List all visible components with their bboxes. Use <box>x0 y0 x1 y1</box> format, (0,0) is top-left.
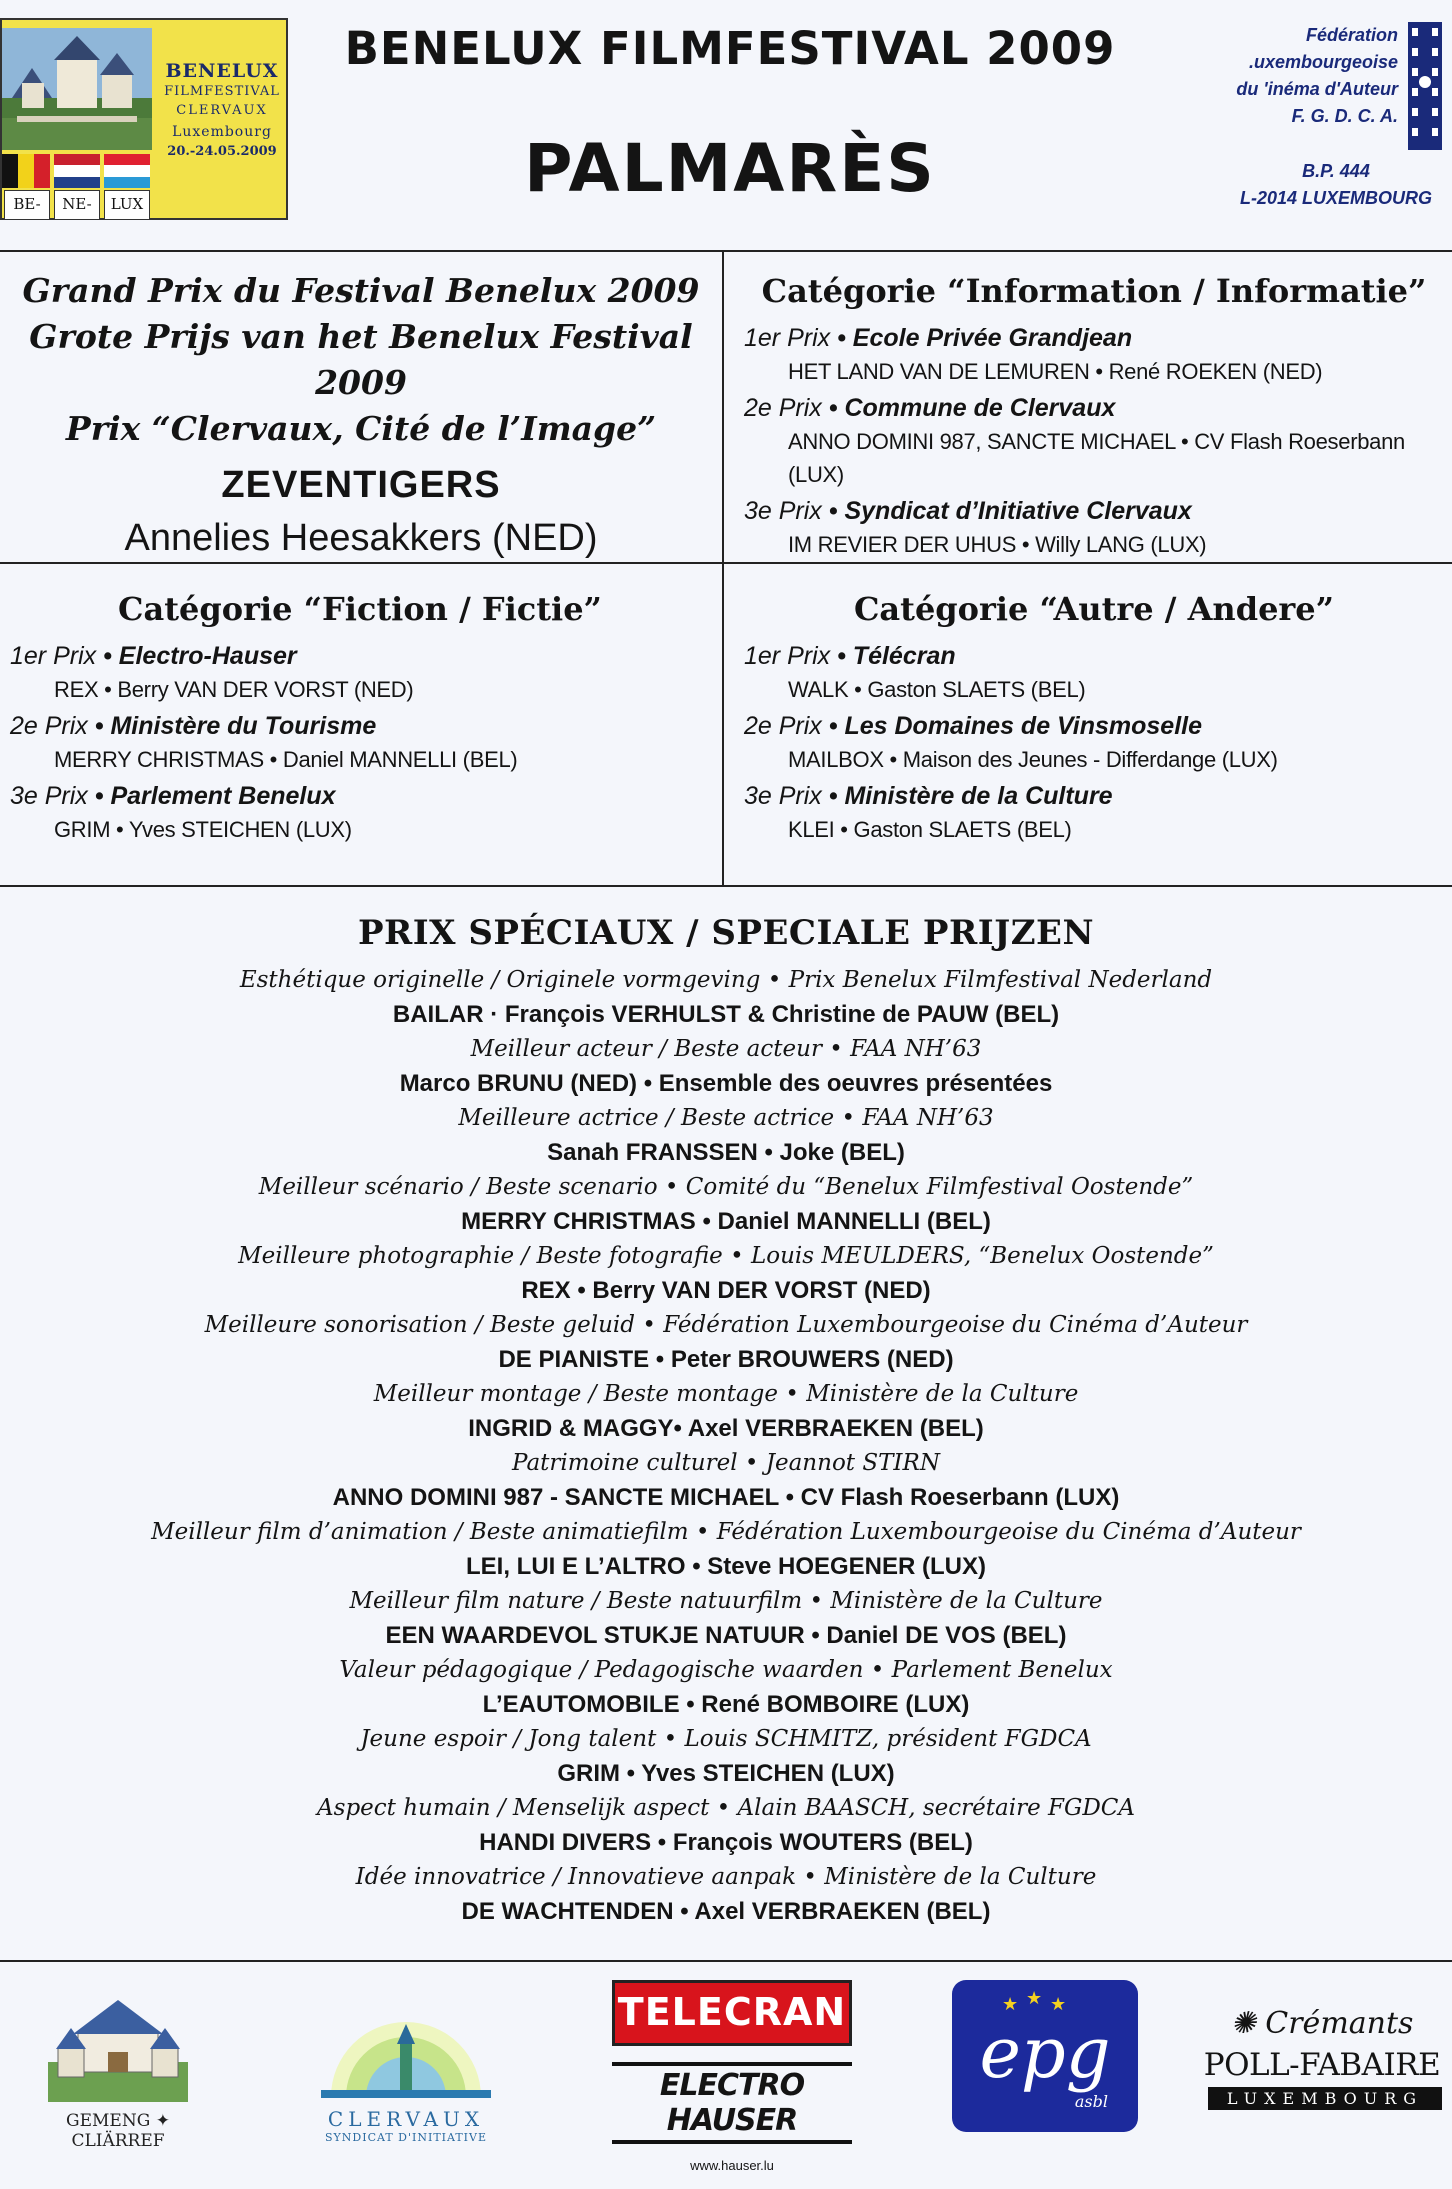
prize-rank: 1er Prix <box>744 324 831 352</box>
federation-address <box>1240 158 1432 212</box>
special-prize-item <box>0 1101 1452 1170</box>
gemeng-clierref-logo <box>18 1992 218 2152</box>
special-prize-category: Meilleur scénario / Beste scenario • Comité du “Benelux Filmfestival Oostende” <box>258 1174 1194 1200</box>
prize-rank: 3e Prix <box>10 782 88 810</box>
prize-winner: IM REVIER DER UHUS • Willy LANG (LUX) <box>788 532 1207 557</box>
flag-labels <box>2 190 152 220</box>
federation-line-4: F. G. D. C. A. <box>1291 106 1398 126</box>
poll-fabaire-label: POLL-FABAIRE <box>1203 2047 1441 2083</box>
special-prize-category: Meilleur montage / Beste montage • Ministère de la Culture <box>373 1381 1079 1407</box>
flag-label-ne: NE- <box>54 190 100 220</box>
special-prize-winner: MERRY CHRISTMAS • Daniel MANNELLI (BEL) <box>461 1208 991 1235</box>
prize-sponsor: • Parlement Benelux <box>94 782 336 810</box>
prize-line <box>744 710 1444 743</box>
prize-rank: 3e Prix <box>744 497 822 525</box>
prize-line <box>744 780 1444 813</box>
prize-rank: 1er Prix <box>10 642 97 670</box>
prize-line <box>744 392 1444 425</box>
special-prize-winner: DE WACHTENDEN • Axel VERBRAEKEN (BEL) <box>461 1898 991 1925</box>
special-prize-winner: HANDI DIVERS • François WOUTERS (BEL) <box>479 1829 973 1856</box>
special-prize-category: Meilleur acteur / Beste acteur • FAA NH’63 <box>470 1036 982 1062</box>
cremants-text: Crémants <box>1265 2006 1414 2041</box>
special-prize-category: Meilleur film d’animation / Beste animatiefilm • Fédération Luxembourgeoise du Cinéma d’Auteur <box>151 1519 1301 1545</box>
prize-line <box>10 640 710 673</box>
castle-illustration <box>2 28 152 150</box>
special-prize-item <box>0 1446 1452 1515</box>
page-subtitle: PALMARÈS <box>524 130 936 207</box>
prize-sponsor: • Les Domaines de Vinsmoselle <box>828 712 1203 740</box>
special-prize-item <box>0 963 1452 1032</box>
grand-prix-title-clervaux: Prix “Clervaux, Cité de l’Image” <box>65 409 657 448</box>
grand-prix-author: Annelies Heesakkers (NED) <box>124 517 598 559</box>
flag-label-be: BE- <box>4 190 50 220</box>
svg-text:★: ★ <box>1050 1994 1067 2015</box>
special-prize-item <box>0 1308 1452 1377</box>
prize-winner: KLEI • Gaston SLAETS (BEL) <box>788 817 1072 842</box>
special-prize-item <box>0 1722 1452 1791</box>
logo-line-clervaux: CLERVAUX <box>176 103 268 118</box>
svg-text:★: ★ <box>1002 1994 1019 2015</box>
prize-winner: WALK • Gaston SLAETS (BEL) <box>788 677 1086 702</box>
prize-line <box>744 640 1444 673</box>
clervaux-syndicat-logo <box>318 2002 494 2152</box>
grand-prix-film: ZEVENTIGERS <box>221 464 501 506</box>
special-prize-winner: L’EAUTOMOBILE • René BOMBOIRE (LUX) <box>482 1691 970 1718</box>
prize-sponsor: • Ministère de la Culture <box>828 782 1113 810</box>
federation-city: L-2014 LUXEMBOURG <box>1239 188 1432 208</box>
special-prize-winner: REX • Berry VAN DER VORST (NED) <box>521 1277 931 1304</box>
grand-prix-section <box>0 268 722 560</box>
header <box>0 0 1452 252</box>
grid-divider-vertical <box>722 250 724 885</box>
cremants-label <box>1202 2006 1442 2041</box>
telecran-electrohauser-logos <box>612 1980 852 2173</box>
special-prize-category: Esthétique originelle / Originele vormgeving • Prix Benelux Filmfestival Nederland <box>239 967 1213 993</box>
federation-po-box: B.P. 444 <box>1302 161 1370 181</box>
clervaux-label: CLERVAUX <box>327 2107 485 2131</box>
epg-wordmark: epg <box>979 2012 1111 2094</box>
prize-sponsor: • Commune de Clervaux <box>828 394 1116 422</box>
category-information <box>744 272 1444 565</box>
logo-line-benelux: BENELUX <box>165 60 279 82</box>
prize-winner: HET LAND VAN DE LEMUREN • René ROEKEN (NED) <box>788 359 1323 384</box>
film-strip-icon <box>1408 22 1442 150</box>
prize-winner: ANNO DOMINI 987, SANCTE MICHAEL • CV Flash Roeserbann (LUX) <box>788 429 1405 487</box>
special-prize-winner: INGRID & MAGGY• Axel VERBRAEKEN (BEL) <box>468 1415 984 1442</box>
special-prize-item <box>0 1584 1452 1653</box>
logo-line-filmfestival: FILMFESTIVAL <box>164 84 280 99</box>
gemeng-caption: GEMENG ✦ CLIÄRREF <box>66 2111 170 2151</box>
logo-text <box>158 60 286 159</box>
luxembourg-band: LUXEMBOURG <box>1208 2087 1442 2110</box>
flag-label-lux: LUX <box>104 190 150 220</box>
federation-line-3: du 'inéma d'Auteur <box>1236 79 1398 99</box>
clervaux-sunburst-icon <box>321 2002 491 2102</box>
special-prize-item <box>0 1239 1452 1308</box>
special-prize-category: Meilleure actrice / Beste actrice • FAA NH’63 <box>458 1105 994 1131</box>
federation-block <box>1180 22 1442 212</box>
prize-winner: GRIM • Yves STEICHEN (LUX) <box>54 817 352 842</box>
special-prize-winner: ANNO DOMINI 987 - SANCTE MICHAEL • CV Flash Roeserbann (LUX) <box>332 1484 1120 1511</box>
prize-winner: MAILBOX • Maison des Jeunes - Differdange (LUX) <box>788 747 1278 772</box>
special-prize-winner: BAILAR · François VERHULST & Christine de PAUW (BEL) <box>392 1001 1060 1028</box>
special-prize-category: Meilleure photographie / Beste fotografie • Louis MEULDERS, “Benelux Oostende” <box>238 1243 1214 1269</box>
special-prize-item <box>0 1653 1452 1722</box>
category-title: Catégorie “Fiction / Fictie” <box>118 590 602 628</box>
prize-winner: REX • Berry VAN DER VORST (NED) <box>54 677 414 702</box>
prize-line <box>10 780 710 813</box>
poll-fabaire-logo <box>1202 2006 1442 2156</box>
prize-sponsor: • Syndicat d’Initiative Clervaux <box>828 497 1192 525</box>
special-prize-category: Aspect humain / Menselijk aspect • Alain BAASCH, secrétaire FGDCA <box>317 1795 1135 1821</box>
federation-line-2: .uxembourgeoise <box>1248 52 1398 72</box>
grand-prix-title-fr: Grand Prix du Festival Benelux 2009 <box>22 271 700 310</box>
special-prize-winner: LEI, LUI E L’ALTRO • Steve HOEGENER (LUX) <box>465 1553 986 1580</box>
special-prize-winner: Marco BRUNU (NED) • Ensemble des oeuvres présentées <box>399 1070 1053 1097</box>
special-prize-category: Patrimoine culturel • Jeannot STIRN <box>512 1450 940 1476</box>
castle-icon <box>48 1992 188 2102</box>
sparkle-icon: ✺ <box>1230 2006 1266 2041</box>
special-prizes-section <box>0 885 1452 1962</box>
prize-rank: 2e Prix <box>744 394 822 422</box>
special-prize-item <box>0 1515 1452 1584</box>
category-title: Catégorie “Information / Informatie” <box>761 272 1427 310</box>
special-prize-item <box>0 1377 1452 1446</box>
sponsor-logos <box>0 1962 1452 2189</box>
prize-grid <box>0 250 1452 887</box>
special-prize-item <box>0 1170 1452 1239</box>
prize-sponsor: • Electro-Hauser <box>103 642 297 670</box>
special-prizes-title: PRIX SPÉCIAUX / SPECIALE PRIJZEN <box>357 913 1095 953</box>
epg-asbl: asbl <box>1074 2092 1108 2111</box>
electro-hauser-logo: ELECTRO HAUSER <box>612 2062 852 2144</box>
prize-line <box>744 322 1444 355</box>
special-prize-category: Valeur pédagogique / Pedagogische waarden • Parlement Benelux <box>339 1657 1113 1683</box>
federation-name <box>1236 22 1398 130</box>
syndicat-label: SYNDICAT D'INITIATIVE <box>324 2131 488 2144</box>
logo-line-luxembourg: Luxembourg <box>172 124 272 140</box>
special-prize-winner: EEN WAARDEVOL STUKJE NATUUR • Daniel DE VOS (BEL) <box>385 1622 1067 1649</box>
special-prize-item <box>0 1032 1452 1101</box>
prize-rank: 3e Prix <box>744 782 822 810</box>
special-prize-category: Meilleur film nature / Beste natuurfilm • Ministère de la Culture <box>349 1588 1103 1614</box>
grand-prix-title-nl: Grote Prijs van het Benelux Festival 2009 <box>29 317 693 402</box>
benelux-flags <box>2 154 152 188</box>
special-prize-category: Jeune espoir / Jong talent • Louis SCHMITZ, président FGDCA <box>360 1726 1092 1752</box>
prize-rank: 1er Prix <box>744 642 831 670</box>
special-prize-category: Idée innovatrice / Innovatieve aanpak • Ministère de la Culture <box>355 1864 1097 1890</box>
special-prize-item <box>0 1860 1452 1929</box>
logo-line-dates: 20.-24.05.2009 <box>167 144 277 159</box>
federation-line-1: Fédération <box>1305 25 1398 45</box>
festival-logo <box>0 18 288 220</box>
prize-line <box>10 710 710 743</box>
prize-sponsor: • Ministère du Tourisme <box>94 712 377 740</box>
svg-text:★: ★ <box>1026 1988 1043 2009</box>
prize-winner: MERRY CHRISTMAS • Daniel MANNELLI (BEL) <box>54 747 518 772</box>
special-prize-category: Meilleure sonorisation / Beste geluid • Fédération Luxembourgeoise du Cinéma d’Auteur <box>204 1312 1248 1338</box>
category-autre <box>744 590 1444 850</box>
page-title: BENELUX FILMFESTIVAL 2009 <box>344 22 1116 75</box>
category-fiction <box>10 590 710 850</box>
epg-logo <box>952 1980 1138 2132</box>
special-prize-winner: DE PIANISTE • Peter BROUWERS (NED) <box>498 1346 954 1373</box>
special-prize-winner: GRIM • Yves STEICHEN (LUX) <box>557 1760 895 1787</box>
prize-rank: 2e Prix <box>10 712 88 740</box>
prize-sponsor: • Ecole Privée Grandjean <box>837 324 1133 352</box>
category-title: Catégorie “Autre / Andere” <box>853 590 1335 628</box>
prize-sponsor: • Télécran <box>837 642 956 670</box>
hauser-url: www.hauser.lu <box>690 2158 774 2173</box>
special-prize-winner: Sanah FRANSSEN • Joke (BEL) <box>547 1139 905 1166</box>
telecran-logo: TELECRAN <box>612 1980 852 2046</box>
prize-rank: 2e Prix <box>744 712 822 740</box>
special-prize-item <box>0 1791 1452 1860</box>
prize-line <box>744 495 1444 528</box>
